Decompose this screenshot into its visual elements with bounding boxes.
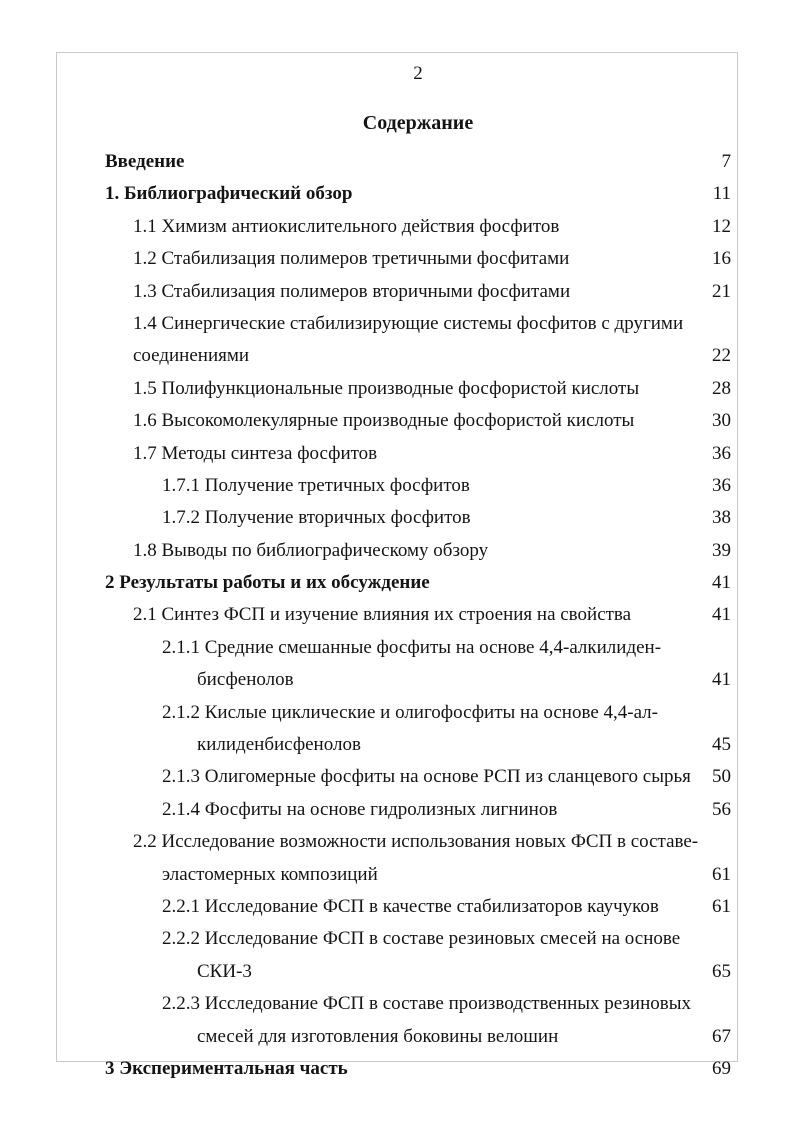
toc-entry-text: 1.4 Синергические стабилизирующие системы фосфитов с другими [133, 312, 684, 334]
toc-row [105, 308, 731, 340]
toc-entry-page: 21 [712, 280, 731, 302]
toc-entry-text: 2.1 Синтез ФСП и изучение влияния их строения на свойства [133, 604, 632, 626]
toc-row [105, 891, 731, 923]
toc-entry-text: 1.2 Стабилизация полимеров третичными фосфитами [133, 248, 570, 270]
toc-entry-page: 41 [712, 669, 731, 691]
toc-entry-page: 38 [712, 507, 731, 529]
toc-row [105, 923, 731, 955]
toc-entry-text: 3 Экспериментальная часть [105, 1057, 348, 1079]
toc-entry-page: 69 [712, 1057, 731, 1079]
toc-entry-text: 2.1.1 Средние смешанные фосфиты на основе 4,4-алкилиден- [162, 636, 662, 658]
toc-row [105, 146, 731, 178]
toc-entry-text: 1.8 Выводы по библиографическому обзору [133, 539, 489, 561]
toc-row [105, 664, 731, 696]
toc-row [105, 211, 731, 243]
toc-row [105, 761, 731, 793]
toc-entry-page: 56 [712, 798, 731, 820]
toc-entry-page: 45 [712, 734, 731, 756]
toc-entry-text: эластомерных композиций [162, 863, 378, 885]
toc-entry-text: 1.1 Химизм антиокислительного действия фосфитов [133, 215, 560, 237]
toc-row [105, 340, 731, 372]
toc-row [105, 988, 731, 1020]
toc-entry-text: 2.1.4 Фосфиты на основе гидролизных лигнинов [162, 798, 558, 820]
toc-row [105, 438, 731, 470]
toc-entry-page: 36 [712, 442, 731, 464]
toc-row [105, 826, 731, 858]
toc-row [105, 1053, 731, 1085]
toc-entry-text: 2.1.3 Олигомерные фосфиты на основе РСП из сланцевого сырья [162, 766, 691, 788]
toc-row [105, 956, 731, 988]
toc-row [105, 1021, 731, 1053]
toc-entry-text: килиденбисфенолов [197, 734, 361, 756]
toc-entry-text: 1. Библиографический обзор [105, 183, 353, 205]
toc-row [105, 502, 731, 534]
toc-entry-text: 1.5 Полифункциональные производные фосфористой кислоты [133, 377, 640, 399]
toc-entry-text: соединениями [133, 345, 250, 367]
toc-row [105, 373, 731, 405]
toc-row [105, 470, 731, 502]
toc-entry-text: 2.2 Исследование возможности использования новых ФСП в составе- [133, 831, 699, 853]
toc-entry-text: 1.7.2 Получение вторичных фосфитов [162, 507, 471, 529]
toc-row [105, 535, 731, 567]
toc-row [105, 567, 731, 599]
toc-entry-text: 2.2.3 Исследование ФСП в составе производственных резиновых [162, 993, 691, 1015]
toc-entry-page: 16 [712, 248, 731, 270]
toc-entry-text: 1.3 Стабилизация полимеров вторичными фосфитами [133, 280, 571, 302]
toc-entry-text: СКИ-3 [197, 960, 252, 982]
document-title: Содержание [362, 112, 474, 134]
toc-row [105, 243, 731, 275]
toc-entry-text: бисфенолов [197, 669, 294, 691]
toc-entry-text: 2 Результаты работы и их обсуждение [105, 572, 430, 594]
table-of-contents [105, 146, 731, 1085]
toc-entry-page: 22 [712, 345, 731, 367]
toc-entry-page: 7 [721, 151, 731, 172]
toc-row [105, 859, 731, 891]
toc-row [105, 178, 731, 210]
toc-entry-text: смесей для изготовления боковины велошин [197, 1025, 559, 1047]
toc-entry-page: 61 [712, 895, 731, 917]
page-number: 2 [413, 63, 423, 84]
toc-entry-page: 67 [712, 1025, 731, 1047]
toc-entry-page: 30 [712, 410, 731, 432]
toc-entry-page: 39 [712, 539, 731, 561]
toc-entry-text: 1.6 Высокомолекулярные производные фосфористой кислоты [133, 410, 635, 432]
toc-entry-page: 65 [712, 960, 731, 982]
toc-entry-page: 28 [712, 377, 731, 399]
toc-row [105, 729, 731, 761]
toc-row [105, 599, 731, 631]
toc-row [105, 632, 731, 664]
toc-row [105, 794, 731, 826]
toc-entry-page: 61 [712, 863, 731, 885]
toc-entry-text: 2.2.2 Исследование ФСП в составе резиновых смесей на основе [162, 928, 681, 950]
toc-entry-page: 41 [712, 604, 731, 626]
toc-entry-text: 1.7 Методы синтеза фосфитов [133, 442, 378, 464]
toc-entry-page: 11 [712, 183, 731, 205]
toc-row [105, 697, 731, 729]
toc-entry-page: 36 [712, 474, 731, 496]
toc-entry-page: 12 [712, 215, 731, 237]
toc-row [105, 276, 731, 308]
toc-row [105, 405, 731, 437]
toc-entry-text: 2.1.2 Кислые циклические и олигофосфиты на основе 4,4-ал- [162, 701, 658, 723]
toc-entry-text: Введение [105, 151, 185, 172]
toc-entry-page: 41 [712, 572, 731, 594]
toc-entry-text: 1.7.1 Получение третичных фосфитов [162, 474, 470, 496]
toc-entry-page: 50 [712, 766, 731, 788]
toc-entry-text: 2.2.1 Исследование ФСП в качестве стабилизаторов каучуков [162, 895, 659, 917]
